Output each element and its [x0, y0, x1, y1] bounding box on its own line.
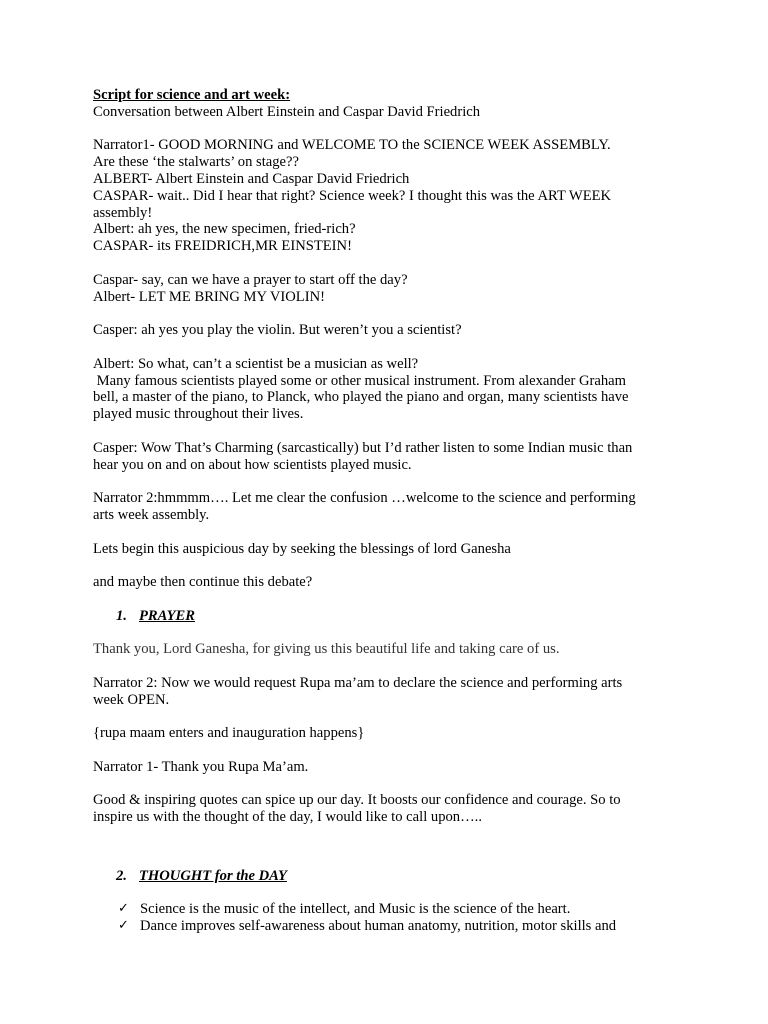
document-title: Script for science and art week: — [93, 87, 291, 103]
paragraph-gap — [93, 524, 678, 541]
paragraph-gap — [93, 658, 678, 675]
paragraph-gap — [93, 826, 678, 843]
script-line: week OPEN. — [93, 691, 170, 708]
document-subtitle: Conversation between Albert Einstein and Caspar David Friedrich — [93, 103, 481, 120]
section-heading-prayer — [93, 608, 678, 625]
script-line: Lets begin this auspicious day by seeking the blessings of lord Ganesha — [93, 540, 511, 557]
script-line: CASPAR- its FREIDRICH,MR EINSTEIN! — [93, 238, 352, 255]
checkmark-icon: ✓ — [118, 918, 129, 934]
paragraph-gap — [93, 339, 678, 356]
section-heading-thought — [93, 868, 678, 885]
script-line: Narrator 1- Thank you Rupa Ma’am. — [93, 758, 309, 775]
paragraph-gap — [93, 843, 678, 868]
script-line: Casper: Wow That’s Charming (sarcastically) but I’d rather listen to some Indian music than — [93, 439, 633, 456]
paragraph-gap — [93, 625, 678, 642]
script-line: Narrator 2:hmmmm…. Let me clear the confusion …welcome to the science and performing — [93, 490, 636, 507]
list-item — [93, 901, 678, 918]
section-number: 1. — [116, 607, 127, 624]
section-number: 2. — [116, 867, 127, 884]
script-line: arts week assembly. — [93, 506, 210, 523]
paragraph-gap — [93, 423, 678, 440]
script-line: Are these ‘the stalwarts’ on stage?? — [93, 154, 299, 171]
script-line: CASPAR- wait.. Did I hear that right? Science week? I thought this was the ART WEEK — [93, 187, 612, 204]
thought-checklist — [93, 901, 678, 935]
script-line: Albert: ah yes, the new specimen, fried-rich? — [93, 221, 356, 238]
paragraph-gap — [93, 591, 678, 608]
list-item-text: Dance improves self-awareness about human anatomy, nutrition, motor skills and — [140, 918, 617, 935]
list-item — [93, 918, 678, 935]
script-line: Many famous scientists played some or other musical instrument. From alexander Graham — [93, 372, 626, 389]
script-line: ALBERT- Albert Einstein and Caspar David Friedrich — [93, 170, 410, 187]
script-line: and maybe then continue this debate? — [93, 574, 313, 591]
script-line: inspire us with the thought of the day, I would like to call upon….. — [93, 809, 482, 826]
paragraph-gap — [93, 776, 678, 793]
paragraph-gap — [93, 557, 678, 574]
prayer-text: Thank you, Lord Ganesha, for giving us this beautiful life and taking care of us. — [93, 641, 560, 658]
paragraph-gap — [93, 708, 678, 725]
paragraph-gap — [93, 742, 678, 759]
paragraph-gap — [93, 885, 678, 902]
script-line: Good & inspiring quotes can spice up our day. It boosts our confidence and courage. So to — [93, 792, 621, 809]
script-line: hear you on and on about how scientists played music. — [93, 456, 412, 473]
script-line: Albert: So what, can’t a scientist be a musician as well? — [93, 355, 419, 372]
checkmark-icon: ✓ — [118, 901, 129, 917]
script-line: Albert- LET ME BRING MY VIOLIN! — [93, 288, 325, 305]
section-label: THOUGHT for the DAY — [139, 867, 287, 884]
script-line: Casper: ah yes you play the violin. But weren’t you a scientist? — [93, 322, 462, 339]
list-item-text: Science is the music of the intellect, and Music is the science of the heart. — [140, 901, 571, 918]
script-line: {rupa maam enters and inauguration happens} — [93, 725, 365, 742]
paragraph-gap — [93, 255, 678, 272]
script-line: assembly! — [93, 204, 153, 221]
document-page — [93, 87, 678, 935]
section-label: PRAYER — [139, 607, 195, 624]
paragraph-gap — [93, 305, 678, 322]
script-line: bell, a master of the piano, to Planck, who played the piano and organ, many scientists have — [93, 389, 629, 406]
paragraph-gap — [93, 121, 678, 138]
script-line: Caspar- say, can we have a prayer to start off the day? — [93, 271, 408, 288]
script-line: Narrator1- GOOD MORNING and WELCOME TO the SCIENCE WEEK ASSEMBLY. — [93, 137, 611, 154]
script-line: played music throughout their lives. — [93, 406, 304, 423]
script-line: Narrator 2: Now we would request Rupa ma’am to declare the science and performing arts — [93, 674, 623, 691]
paragraph-gap — [93, 473, 678, 490]
